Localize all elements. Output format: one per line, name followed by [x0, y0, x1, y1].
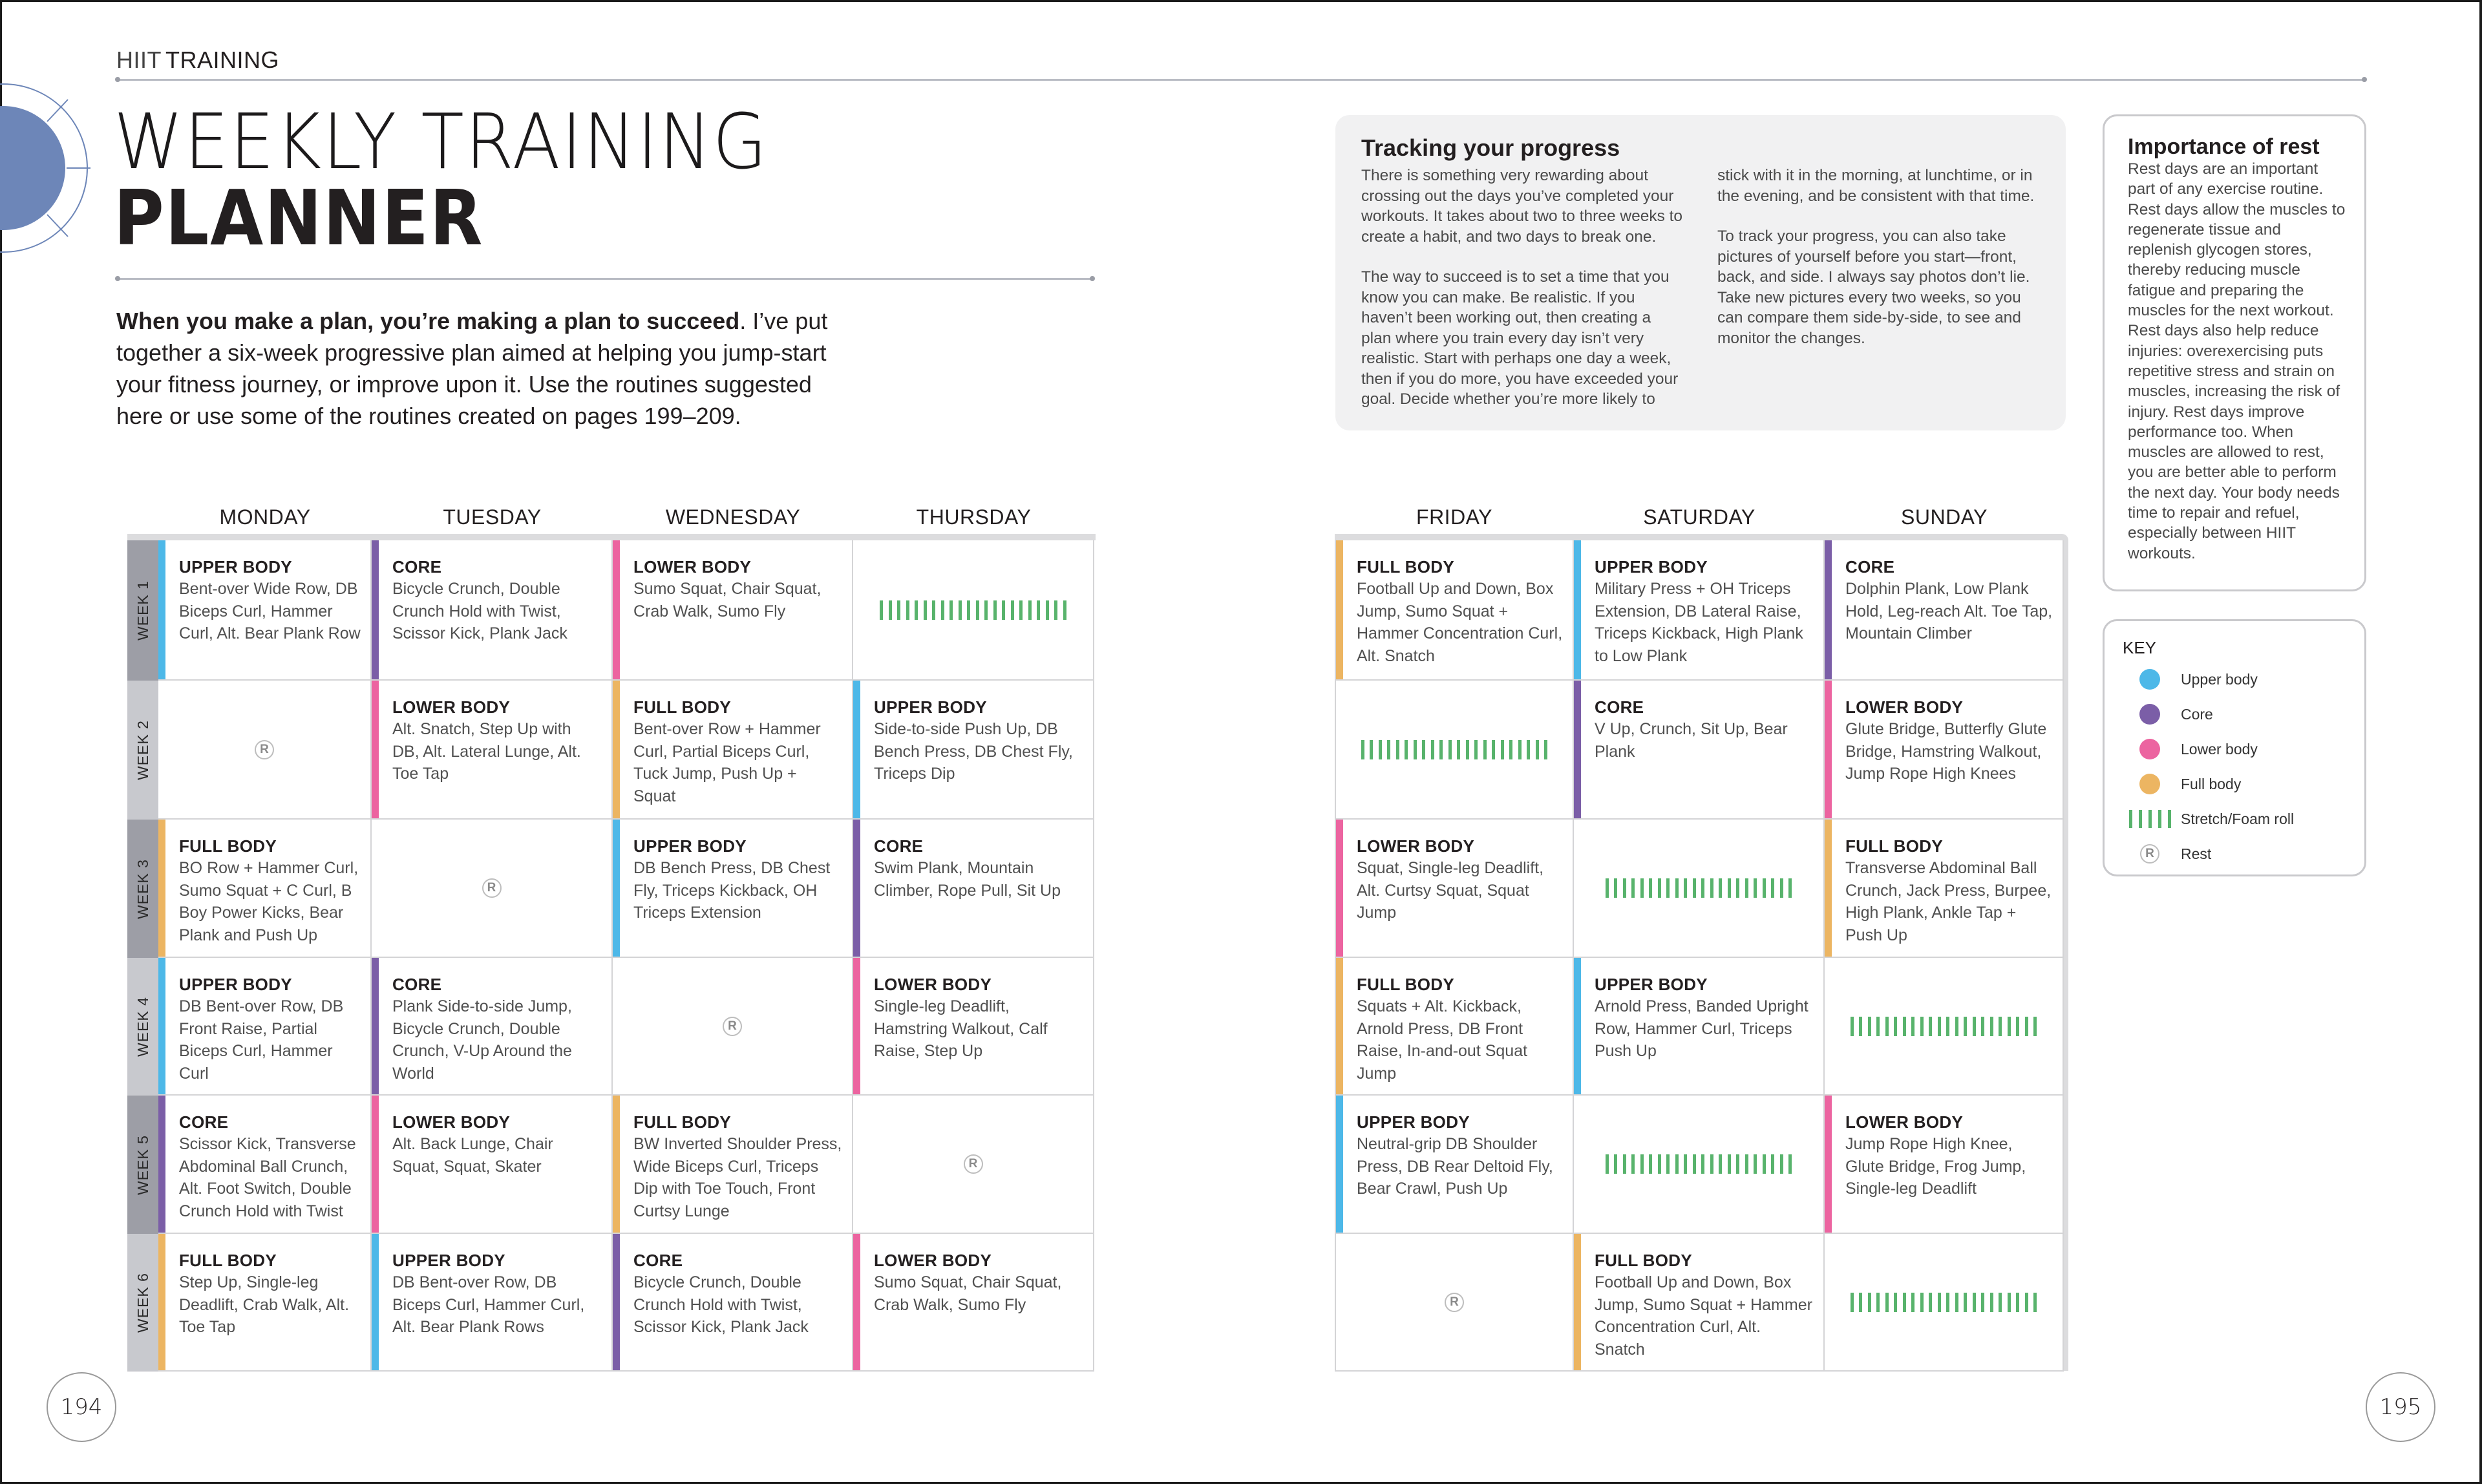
plan-cell-week1-wednesday[interactable]	[613, 540, 853, 681]
rest-icon: R	[964, 1154, 983, 1174]
workout-category: UPPER BODY	[179, 557, 292, 577]
workout-content	[633, 1249, 843, 1339]
workout-category: UPPER BODY	[179, 975, 292, 994]
plan-cell-week5-tuesday[interactable]	[372, 1096, 613, 1234]
workout-exercises: Jump Rope High Knee, Glute Bridge, Frog Jump, Single-leg Deadlift	[1845, 1135, 2026, 1198]
importance-of-rest-box	[2103, 114, 2366, 591]
workout-exercises: Sumo Squat, Chair Squat, Crab Walk, Sumo Fly	[874, 1273, 1062, 1314]
workout-category: LOWER BODY	[874, 1251, 992, 1270]
page-number-right: 195	[2366, 1372, 2435, 1442]
week-label-text: WEEK 5	[134, 1134, 151, 1195]
workout-exercises: Arnold Press, Banded Upright Row, Hammer Curl, Triceps Push Up	[1595, 997, 1808, 1060]
color-dot-icon	[2139, 704, 2160, 725]
key-item-lower-body	[2123, 732, 2346, 767]
key-label: Core	[2181, 705, 2213, 723]
workout-category: LOWER BODY	[1845, 1112, 1964, 1132]
category-color-bar	[1574, 958, 1581, 1094]
key-label: Rest	[2181, 845, 2212, 862]
plan-cell-week6-wednesday[interactable]	[613, 1234, 853, 1372]
category-color-bar	[158, 1234, 165, 1370]
plan-cell-week3-sunday[interactable]	[1825, 820, 2064, 958]
rest-icon: R	[482, 878, 502, 898]
workout-content	[1357, 1111, 1564, 1200]
workout-content	[633, 1111, 843, 1222]
week-label-5	[127, 1096, 158, 1234]
key-label: Upper body	[2181, 670, 2258, 688]
rest-icon: R	[2140, 844, 2159, 864]
workout-exercises: Football Up and Down, Box Jump, Sumo Squat + Hammer Concentration Curl, Alt. Snatch	[1357, 580, 1563, 665]
workout-category: FULL BODY	[633, 1112, 731, 1132]
category-color-bar	[613, 681, 620, 818]
workout-content	[392, 1111, 602, 1178]
workout-content	[179, 835, 361, 946]
plan-cell-week5-monday[interactable]	[158, 1096, 372, 1234]
workout-content	[1845, 556, 2053, 645]
workout-content	[1845, 696, 2053, 785]
workout-category: UPPER BODY	[874, 697, 987, 717]
tracking-progress-box	[1335, 115, 2066, 430]
rest-icon: R	[723, 1017, 742, 1036]
day-header-sunday: SUNDAY	[1901, 505, 1988, 529]
workout-content	[1845, 1111, 2053, 1200]
plan-cell-week6-friday[interactable]	[1335, 1234, 1574, 1372]
page-title-bold: PLANNER	[114, 173, 484, 262]
plan-cell-week4-sunday[interactable]	[1825, 958, 2064, 1096]
workout-category: FULL BODY	[179, 1251, 277, 1270]
plan-cell-week6-thursday[interactable]	[853, 1234, 1094, 1372]
intro-body: . I’ve put together a six-week progressive plan aimed at helping you jump-start your fitness journey, or improve upon it. Use the routines suggested here or use some of the routines created on pages 199–209.	[116, 308, 828, 429]
plan-cell-week5-sunday[interactable]	[1825, 1096, 2064, 1234]
workout-category: CORE	[874, 836, 924, 856]
plan-cell-week3-thursday[interactable]	[853, 820, 1094, 958]
category-color-bar	[1825, 681, 1832, 818]
category-color-bar	[853, 681, 860, 818]
plan-cell-week3-tuesday[interactable]	[372, 820, 613, 958]
workout-content	[392, 556, 602, 645]
intro-paragraph	[116, 305, 860, 432]
category-color-bar	[372, 1096, 379, 1233]
tracking-paragraph: There is something very rewarding about crossing out the days you’ve completed your workouts. It takes about two to three weeks to create a habit, and two days to break one.	[1361, 167, 1683, 246]
workout-content	[874, 1249, 1084, 1316]
plan-cell-week1-saturday[interactable]	[1574, 540, 1825, 681]
day-header-thursday: THURSDAY	[916, 505, 1032, 529]
category-color-bar	[613, 1096, 620, 1233]
color-dot-icon	[2139, 739, 2160, 759]
key-label: Full body	[2181, 775, 2242, 792]
plan-cell-week1-tuesday[interactable]	[372, 540, 613, 681]
workout-exercises: V Up, Crunch, Sit Up, Bear Plank	[1595, 720, 1788, 761]
rest-title: Importance of rest	[2128, 134, 2320, 159]
workout-content	[633, 835, 843, 924]
workout-category: LOWER BODY	[1845, 697, 1964, 717]
workout-category: FULL BODY	[1595, 1251, 1692, 1270]
category-color-bar	[1574, 540, 1581, 679]
week-label-text: WEEK 3	[134, 858, 151, 919]
category-color-bar	[853, 1234, 860, 1370]
workout-content	[392, 973, 602, 1085]
stretch-foam-roll-icon	[1825, 1017, 2063, 1036]
stretch-foam-roll-icon	[1825, 1293, 2063, 1312]
plan-cell-week5-thursday[interactable]	[853, 1096, 1094, 1234]
workout-exercises: Plank Side-to-side Jump, Bicycle Crunch, Double Crunch, V-Up Around the World	[392, 997, 572, 1083]
plan-cell-week6-saturday[interactable]	[1574, 1234, 1825, 1372]
workout-content	[1357, 556, 1564, 667]
workout-exercises: Bicycle Crunch, Double Crunch Hold with Twist, Scissor Kick, Plank Jack	[633, 1273, 809, 1336]
workout-exercises: Squats + Alt. Kickback, Arnold Press, DB Front Raise, In-and-out Squat Jump	[1357, 997, 1528, 1083]
workout-content	[1595, 973, 1814, 1063]
workout-content	[633, 696, 843, 807]
day-header-friday: FRIDAY	[1416, 505, 1492, 529]
page-number-left: 194	[47, 1372, 116, 1442]
workout-content	[1595, 696, 1814, 763]
workout-content	[1845, 835, 2053, 946]
workout-exercises: Swim Plank, Mountain Climber, Rope Pull, Sit Up	[874, 859, 1061, 900]
workout-exercises: DB Bent-over Row, DB Biceps Curl, Hammer Curl, Alt. Bear Plank Rows	[392, 1273, 585, 1336]
workout-category: UPPER BODY	[1595, 557, 1708, 577]
plan-cell-week5-friday[interactable]	[1335, 1096, 1574, 1234]
category-color-bar	[1336, 820, 1343, 957]
tracking-col-1	[1361, 165, 1684, 410]
header-divider	[116, 79, 2366, 81]
workout-exercises: Dolphin Plank, Low Plank Hold, Leg-reach Alt. Toe Tap, Mountain Climber	[1845, 580, 2053, 642]
category-color-bar	[1574, 1234, 1581, 1370]
workout-content	[179, 1111, 361, 1222]
workout-exercises: Neutral-grip DB Shoulder Press, DB Rear Deltoid Fly, Bear Crawl, Push Up	[1357, 1135, 1553, 1198]
week-label-text: WEEK 4	[134, 997, 151, 1057]
key-label: Lower body	[2181, 740, 2258, 758]
day-header-wednesday: WEDNESDAY	[665, 505, 801, 529]
week-label-1	[127, 540, 158, 681]
day-header-monday: MONDAY	[219, 505, 311, 529]
workout-exercises: Bent-over Wide Row, DB Biceps Curl, Hammer Curl, Alt. Bear Plank Row	[179, 580, 361, 642]
rest-icon: R	[255, 740, 274, 759]
workout-category: CORE	[392, 557, 442, 577]
workout-content	[1595, 1249, 1814, 1361]
plan-cell-week3-friday[interactable]	[1335, 820, 1574, 958]
workout-category: UPPER BODY	[1357, 1112, 1470, 1132]
plan-cell-week2-friday[interactable]	[1335, 681, 1574, 820]
workout-content	[179, 973, 361, 1085]
workout-content	[633, 556, 843, 622]
workout-category: LOWER BODY	[874, 975, 992, 994]
plan-cell-week4-monday[interactable]	[158, 958, 372, 1096]
category-color-bar	[1336, 958, 1343, 1094]
plan-cell-week2-tuesday[interactable]	[372, 681, 613, 820]
tracking-title: Tracking your progress	[1361, 134, 1620, 161]
category-color-bar	[372, 540, 379, 679]
workout-category: FULL BODY	[1357, 975, 1454, 994]
day-header-saturday: SATURDAY	[1643, 505, 1755, 529]
tracking-col-2	[1717, 165, 2040, 410]
workout-category: FULL BODY	[179, 836, 277, 856]
workout-exercises: Scissor Kick, Transverse Abdominal Ball Crunch, Alt. Foot Switch, Double Crunch Hold with Twist	[179, 1135, 356, 1220]
workout-content	[179, 1249, 361, 1339]
workout-category: FULL BODY	[1845, 836, 1943, 856]
category-color-bar	[1336, 1096, 1343, 1233]
workout-exercises: DB Bent-over Row, DB Front Raise, Partial Biceps Curl, Hammer Curl	[179, 997, 344, 1083]
category-color-bar	[372, 958, 379, 1094]
workout-exercises: Bent-over Row + Hammer Curl, Partial Biceps Curl, Tuck Jump, Push Up + Squat	[633, 720, 821, 805]
plan-cell-week2-saturday[interactable]	[1574, 681, 1825, 820]
key-item-full-body	[2123, 767, 2346, 801]
category-color-bar	[613, 540, 620, 679]
week-label-2	[127, 681, 158, 820]
workout-content	[392, 696, 602, 785]
workout-exercises: DB Bench Press, DB Chest Fly, Triceps Kickback, OH Triceps Extension	[633, 859, 831, 922]
plan-cell-week3-wednesday[interactable]	[613, 820, 853, 958]
plan-cell-week5-saturday[interactable]	[1574, 1096, 1825, 1234]
workout-category: FULL BODY	[1357, 557, 1454, 577]
key-label: Stretch/Foam roll	[2181, 810, 2295, 827]
workout-content	[392, 1249, 602, 1339]
tracking-paragraph: To track your progress, you can also take pictures of yourself before you start—front, back, and side. I always say photos don’t lie. Take new pictures every two weeks, so you can compare them side-by-side, to see and monitor the changes.	[1717, 228, 2030, 347]
workout-exercises: Step Up, Single-leg Deadlift, Crab Walk, Alt. Toe Tap	[179, 1273, 350, 1336]
day-header-tuesday: TUESDAY	[443, 505, 542, 529]
color-dot-icon	[2139, 774, 2160, 794]
key-legend	[2103, 619, 2366, 876]
plan-cell-week5-wednesday[interactable]	[613, 1096, 853, 1234]
workout-category: CORE	[1595, 697, 1644, 717]
workout-category: LOWER BODY	[1357, 836, 1475, 856]
stretch-foam-roll-icon	[853, 600, 1093, 620]
category-color-bar	[1336, 540, 1343, 679]
category-color-bar	[853, 958, 860, 1094]
workout-content	[179, 556, 361, 645]
plan-cell-week2-thursday[interactable]	[853, 681, 1094, 820]
category-color-bar	[853, 820, 860, 957]
workout-content	[874, 973, 1084, 1063]
workout-category: LOWER BODY	[392, 1112, 511, 1132]
plan-cell-week4-thursday[interactable]	[853, 958, 1094, 1096]
workout-content	[1357, 835, 1564, 924]
key-item-upper-body	[2123, 662, 2346, 697]
category-color-bar	[1574, 681, 1581, 818]
stretch-bars-icon	[2123, 810, 2177, 828]
workout-category: UPPER BODY	[1595, 975, 1708, 994]
week-label-text: WEEK 1	[134, 580, 151, 641]
title-divider	[116, 278, 1094, 280]
plan-cell-week2-monday[interactable]	[158, 681, 372, 820]
workout-content	[874, 696, 1084, 785]
workout-category: FULL BODY	[633, 697, 731, 717]
workout-category: CORE	[1845, 557, 1895, 577]
plan-cell-week6-sunday[interactable]	[1825, 1234, 2064, 1372]
workout-category: UPPER BODY	[392, 1251, 505, 1270]
category-color-bar	[613, 1234, 620, 1370]
rest-body: Rest days are an important part of any exercise routine. Rest days allow the muscles to regenerate tissue and replenish glycogen stores, thereby reducing muscle fatigue and preparing the muscles for the next workout. Rest days also help reduce injuries: overexercising puts repetitive stress and strain on muscles, increasing the risk of injury. Rest days improve performance too. When muscles are allowed to rest, you are better able to perform the next day. Your body needs time to repair and refuel, especially between HIIT workouts.	[2128, 160, 2346, 562]
color-dot-icon	[2139, 669, 2160, 690]
plan-cell-week3-saturday[interactable]	[1574, 820, 1825, 958]
plan-cell-week6-monday[interactable]	[158, 1234, 372, 1372]
workout-content	[1595, 556, 1814, 667]
tracking-paragraph: The way to succeed is to set a time that you know you can make. Be realistic. If you haven’t been working out, then creating a plan where you train every day isn’t very realistic. Start with perhaps one day a week, then if you do more, you have exceeded your goal. Decide whether you’re more likely to	[1361, 268, 1679, 408]
workout-category: LOWER BODY	[392, 697, 511, 717]
workout-category: CORE	[179, 1112, 229, 1132]
table-top-band-right	[1335, 534, 2068, 540]
key-item-stretch-foam-roll	[2123, 801, 2346, 836]
workout-exercises: BO Row + Hammer Curl, Sumo Squat + C Curl, B Boy Power Kicks, Bear Plank and Push Up	[179, 859, 359, 944]
stretch-foam-roll-icon	[1574, 878, 1823, 898]
week-label-text: WEEK 6	[134, 1273, 151, 1333]
workout-exercises: Sumo Squat, Chair Squat, Crab Walk, Sumo Fly	[633, 580, 822, 620]
plan-cell-week2-wednesday[interactable]	[613, 681, 853, 820]
plan-cell-week1-thursday[interactable]	[853, 540, 1094, 681]
target-decoration-icon	[0, 81, 90, 255]
category-color-bar	[158, 958, 165, 1094]
plan-cell-week4-wednesday[interactable]	[613, 958, 853, 1096]
tracking-paragraph: stick with it in the morning, at lunchtime, or in the evening, and be consistent with that time.	[1717, 167, 2035, 205]
week-label-6	[127, 1234, 158, 1372]
section-label-bold: TRAINING	[165, 47, 280, 73]
intro-lead: When you make a plan, you’re making a plan to succeed	[116, 308, 740, 334]
page-title-light: WEEKLY TRAINING	[114, 97, 769, 186]
workout-exercises: Bicycle Crunch, Double Crunch Hold with Twist, Scissor Kick, Plank Jack	[392, 580, 567, 642]
workout-exercises: Glute Bridge, Butterfly Glute Bridge, Hamstring Walkout, Jump Rope High Knees	[1845, 720, 2047, 783]
workout-content	[874, 835, 1084, 902]
week-label-3	[127, 820, 158, 958]
category-color-bar	[1825, 1096, 1832, 1233]
plan-cell-week4-friday[interactable]	[1335, 958, 1574, 1096]
workout-category: LOWER BODY	[633, 557, 752, 577]
workout-category: CORE	[392, 975, 442, 994]
workout-exercises: Alt. Snatch, Step Up with DB, Alt. Lateral Lunge, Alt. Toe Tap	[392, 720, 581, 783]
plan-cell-week1-friday[interactable]	[1335, 540, 1574, 681]
plan-cell-week3-monday[interactable]	[158, 820, 372, 958]
workout-category: CORE	[633, 1251, 683, 1270]
plan-cell-week2-sunday[interactable]	[1825, 681, 2064, 820]
stretch-foam-roll-icon	[1336, 740, 1573, 759]
key-item-rest	[2123, 836, 2346, 871]
workout-exercises: Transverse Abdominal Ball Crunch, Jack Press, Burpee, High Plank, Ankle Tap + Push Up	[1845, 859, 2052, 944]
workout-exercises: Side-to-side Push Up, DB Bench Press, DB Chest Fly, Triceps Dip	[874, 720, 1073, 783]
plan-cell-week1-sunday[interactable]	[1825, 540, 2064, 681]
table-top-band-left	[127, 534, 1096, 540]
category-color-bar	[158, 1096, 165, 1233]
workout-exercises: Military Press + OH Triceps Extension, DB Lateral Raise, Triceps Kickback, High Plank to Low Plank	[1595, 580, 1803, 665]
plan-cell-week6-tuesday[interactable]	[372, 1234, 613, 1372]
plan-cell-week4-saturday[interactable]	[1574, 958, 1825, 1096]
plan-cell-week1-monday[interactable]	[158, 540, 372, 681]
category-color-bar	[1825, 540, 1832, 679]
workout-exercises: BW Inverted Shoulder Press, Wide Biceps Curl, Triceps Dip with Toe Touch, Front Curtsy Lunge	[633, 1135, 842, 1220]
workout-exercises: Alt. Back Lunge, Chair Squat, Squat, Skater	[392, 1135, 553, 1176]
week-label-text: WEEK 2	[134, 720, 151, 780]
key-title: KEY	[2123, 638, 2157, 657]
plan-cell-week4-tuesday[interactable]	[372, 958, 613, 1096]
week-label-4	[127, 958, 158, 1096]
category-color-bar	[1825, 820, 1832, 957]
workout-exercises: Single-leg Deadlift, Hamstring Walkout, Calf Raise, Step Up	[874, 997, 1048, 1060]
workout-content	[1357, 973, 1564, 1085]
category-color-bar	[613, 820, 620, 957]
category-color-bar	[372, 1234, 379, 1370]
category-color-bar	[158, 540, 165, 679]
key-item-core	[2123, 697, 2346, 732]
workout-category: UPPER BODY	[633, 836, 747, 856]
workout-exercises: Football Up and Down, Box Jump, Sumo Squat + Hammer Concentration Curl, Alt. Snatch	[1595, 1273, 1812, 1359]
section-label-light: HIIT	[116, 47, 162, 73]
category-color-bar	[158, 820, 165, 957]
rest-icon: R	[1445, 1293, 1464, 1312]
running-head	[116, 47, 279, 74]
category-color-bar	[372, 681, 379, 818]
workout-exercises: Squat, Single-leg Deadlift, Alt. Curtsy Squat, Squat Jump	[1357, 859, 1544, 922]
stretch-foam-roll-icon	[1574, 1154, 1823, 1174]
